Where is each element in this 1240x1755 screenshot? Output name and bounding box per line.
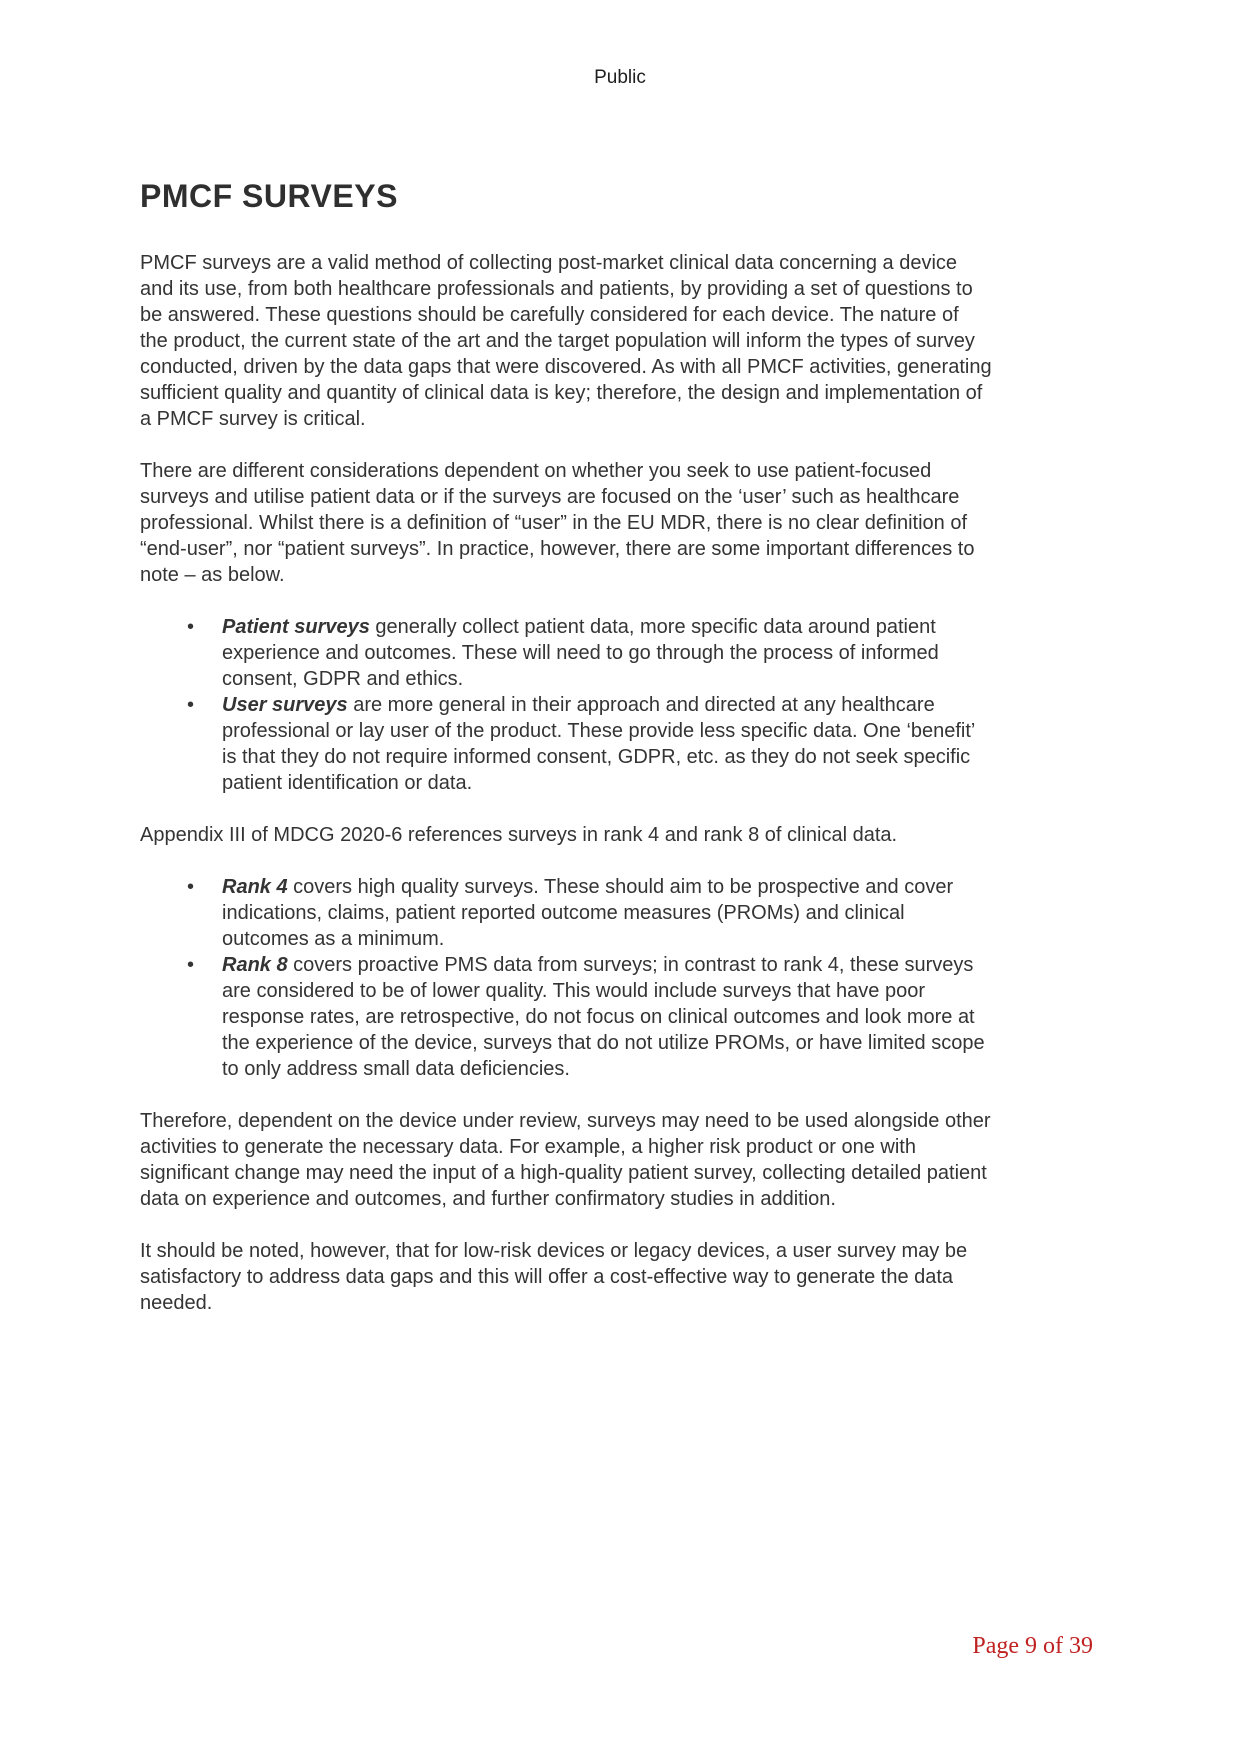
para-appendix: Appendix III of MDCG 2020-6 references surveys in rank 4 and rank 8 of clinical data. xyxy=(140,824,898,846)
bullet-rank-8-lead: Rank 8 xyxy=(222,954,288,976)
para-therefore: Therefore, dependent on the device under review, surveys may need to be used alongside other activities to generate the necessary data. For example, a higher risk product or one with significant change may need the input of a high-quality patient survey, collecting detailed patient data on experience and outcomes, and further confirmatory studies in addition. xyxy=(140,1110,991,1210)
para-low-risk: It should be noted, however, that for low-risk devices or legacy devices, a user survey may be satisfactory to address data gaps and this will offer a cost-effective way to generate the data needed. xyxy=(140,1240,968,1314)
survey-types-list xyxy=(140,614,992,796)
bullet-user-surveys xyxy=(140,692,992,796)
bullet-patient-surveys-text: generally collect patient data, more specific data around patient experience and outcomes. These will need to go through the process of informed consent, GDPR and ethics. xyxy=(222,616,939,690)
bullet-rank-8 xyxy=(140,952,992,1082)
bullet-rank-8-text: covers proactive PMS data from surveys; in contrast to rank 4, these surveys are considered to be of lower quality. This would include surveys that have poor response rates, are retrospective, do not focus on clinical outcomes and look more at the experience of the device, surveys that do not utilize PROMs, or have limited scope to only address small data deficiencies. xyxy=(222,954,985,1080)
bullet-patient-surveys-lead: Patient surveys xyxy=(222,616,370,638)
page-number: Page 9 of 39 xyxy=(972,1633,1093,1659)
bullet-rank-4-lead: Rank 4 xyxy=(222,876,288,898)
page-title: PMCF SURVEYS xyxy=(140,178,398,214)
bullet-rank-4-text: covers high quality surveys. These should aim to be prospective and cover indications, claims, patient reported outcome measures (PROMs) and clinical outcomes as a minimum. xyxy=(222,876,954,950)
bullet-rank-4 xyxy=(140,874,992,952)
document-body xyxy=(140,178,992,1316)
para-intro: PMCF surveys are a valid method of collecting post-market clinical data concerning a device and its use, from both healthcare professionals and patients, by providing a set of questions to be answered. These questions should be carefully considered for each device. The nature of the product, the current state of the art and the target population will inform the types of survey conducted, driven by the data gaps that were discovered. As with all PMCF activities, generating sufficient quality and quantity of clinical data is key; therefore, the design and implementation of a PMCF survey is critical. xyxy=(140,252,992,430)
classification-header: Public xyxy=(594,67,646,88)
rank-list xyxy=(140,874,992,1082)
bullet-user-surveys-text: are more general in their approach and directed at any healthcare professional or lay user of the product. These provide less specific data. One ‘benefit’ is that they do not require informed consent, GDPR, etc. as they do not seek specific patient identification or data. xyxy=(222,694,975,794)
bullet-patient-surveys xyxy=(140,614,992,692)
para-considerations: There are different considerations dependent on whether you seek to use patient-focused surveys and utilise patient data or if the surveys are focused on the ‘user’ such as healthcare professional. Whilst there is a definition of “user” in the EU MDR, there is no clear definition of “end-user”, nor “patient surveys”. In practice, however, there are some important differences to note – as below. xyxy=(140,460,975,586)
bullet-user-surveys-lead: User surveys xyxy=(222,694,348,716)
